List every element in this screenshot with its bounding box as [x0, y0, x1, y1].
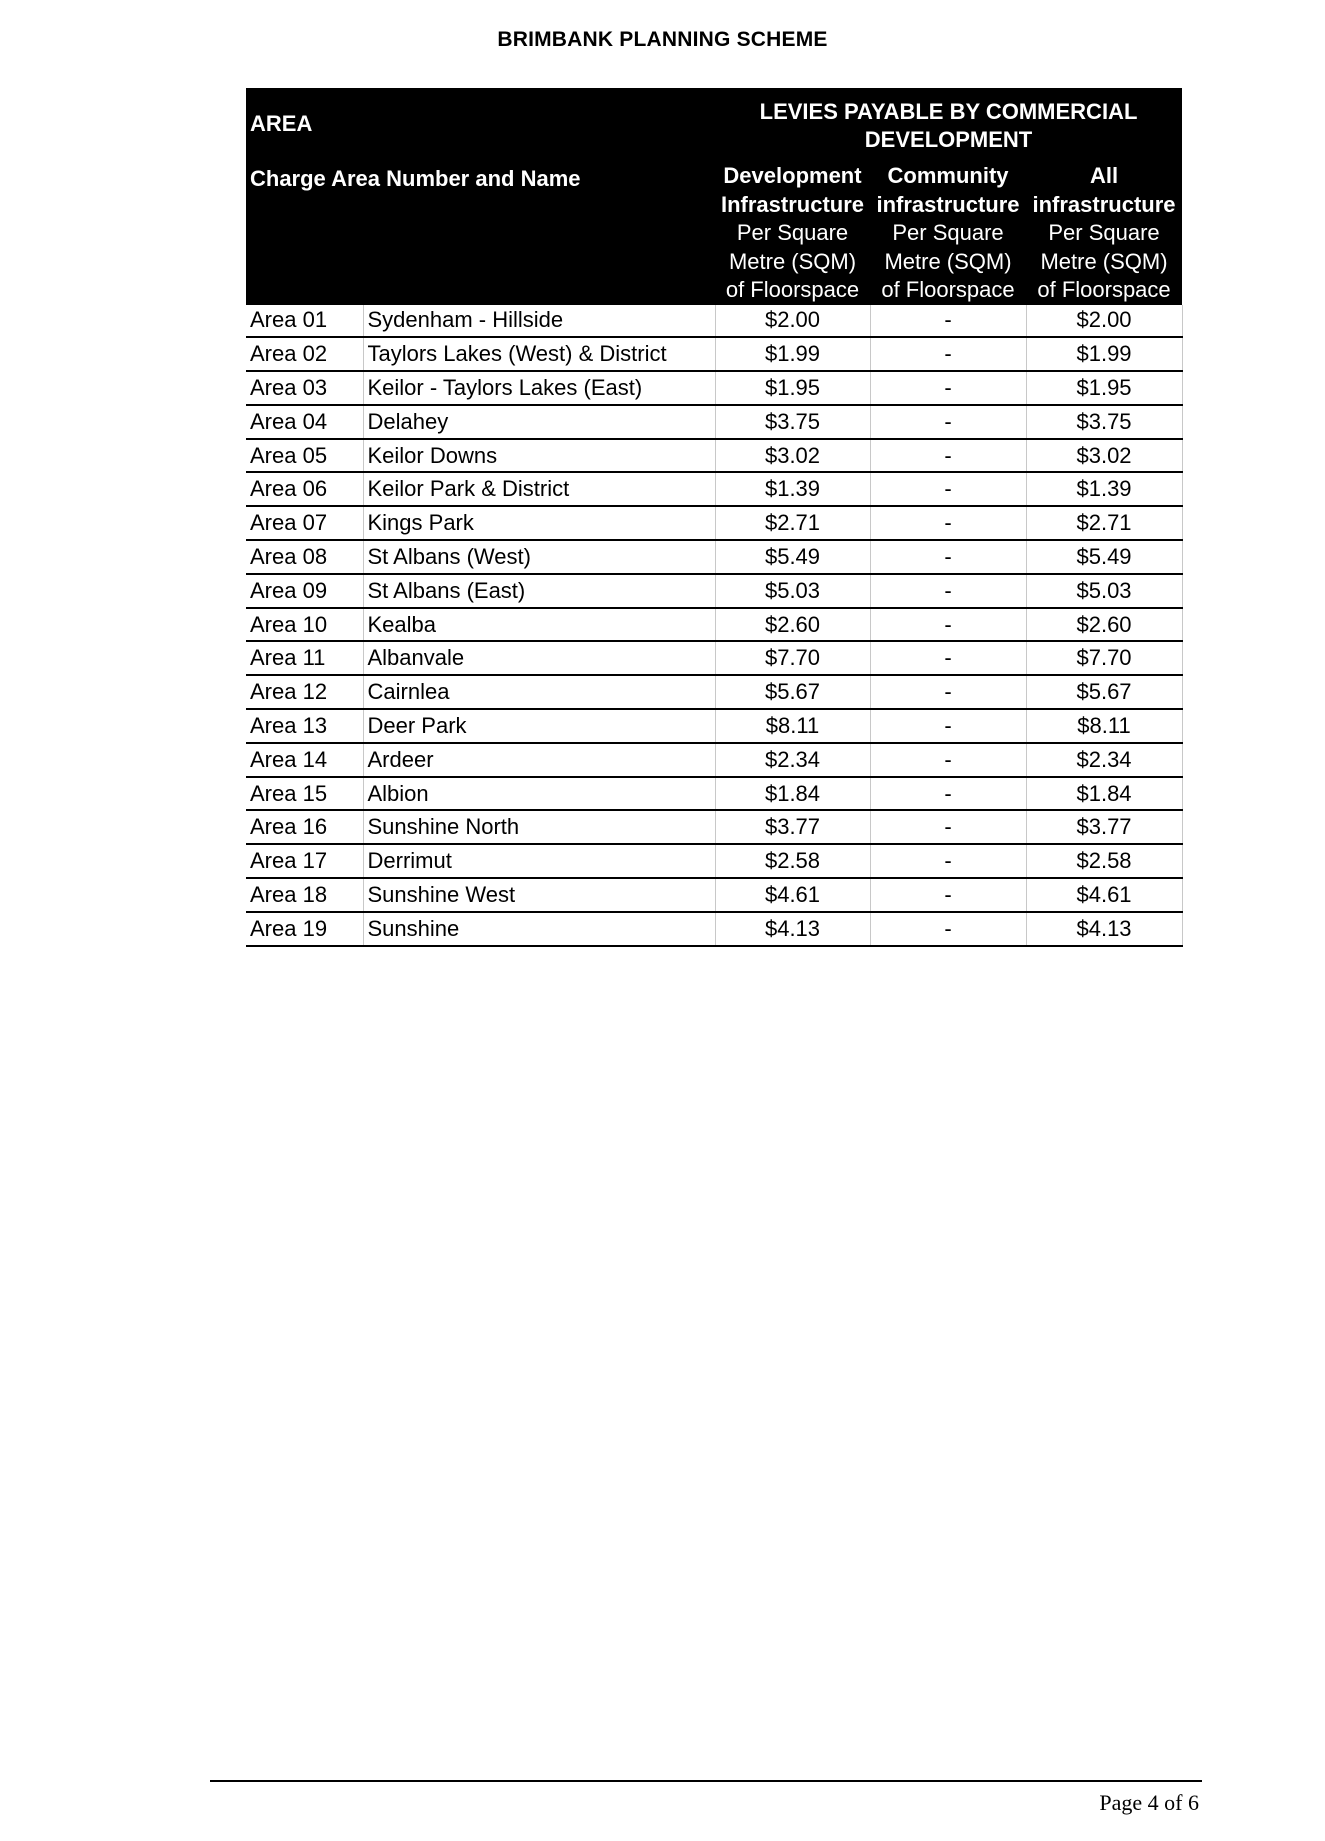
column-header-unit: of Floorspace — [725, 277, 860, 302]
community-levy-cell: - — [870, 472, 1026, 506]
table-row — [246, 371, 1182, 405]
all-infrastructure-levy-cell: $3.75 — [1026, 405, 1182, 439]
table-body — [246, 305, 1182, 946]
footer-divider — [210, 1780, 1202, 1782]
table-header-row-columns — [246, 160, 1182, 305]
area-name-cell: Sunshine North — [363, 810, 715, 844]
area-name-cell: Sunshine — [363, 912, 715, 946]
area-number-cell: Area 14 — [246, 743, 363, 777]
area-number-cell: Area 17 — [246, 844, 363, 878]
community-levy-cell: - — [870, 912, 1026, 946]
development-levy-cell: $2.00 — [715, 305, 870, 338]
area-name-cell: Albion — [363, 777, 715, 811]
page-number: Page 4 of 6 — [1099, 1790, 1199, 1815]
area-number-cell: Area 03 — [246, 371, 363, 405]
levy-table — [246, 88, 1183, 947]
community-levy-cell: - — [870, 878, 1026, 912]
development-levy-cell: $3.75 — [715, 405, 870, 439]
development-levy-cell: $1.84 — [715, 777, 870, 811]
column-header-title: All — [1089, 163, 1119, 188]
table-row — [246, 912, 1182, 946]
community-levy-cell: - — [870, 405, 1026, 439]
community-levy-cell: - — [870, 305, 1026, 338]
table-row — [246, 878, 1182, 912]
area-name-cell: Deer Park — [363, 709, 715, 743]
levies-header: LEVIES PAYABLE BY COMMERCIAL DEVELOPMENT — [715, 88, 1182, 160]
community-levy-cell: - — [870, 371, 1026, 405]
community-levy-cell: - — [870, 574, 1026, 608]
area-number-cell: Area 13 — [246, 709, 363, 743]
area-number-cell: Area 19 — [246, 912, 363, 946]
all-infrastructure-levy-cell: $5.67 — [1026, 675, 1182, 709]
column-header-unit: Metre (SQM) — [728, 248, 857, 274]
column-header-unit: Per Square — [1048, 220, 1160, 245]
column-header-title: Development — [723, 163, 862, 188]
table-row — [246, 675, 1182, 709]
table-row — [246, 709, 1182, 743]
table-row — [246, 506, 1182, 540]
all-infrastructure-levy-cell: $1.99 — [1026, 337, 1182, 371]
area-number-cell: Area 02 — [246, 337, 363, 371]
community-levy-cell: - — [870, 439, 1026, 473]
table-row — [246, 608, 1182, 642]
table-row — [246, 743, 1182, 777]
all-infrastructure-levy-cell: $4.13 — [1026, 912, 1182, 946]
table-row — [246, 641, 1182, 675]
community-levy-cell: - — [870, 675, 1026, 709]
table-row — [246, 540, 1182, 574]
all-infrastructure-levy-cell: $2.00 — [1026, 305, 1182, 338]
all-infrastructure-levy-cell: $2.60 — [1026, 608, 1182, 642]
table-header-row-top — [246, 88, 1182, 160]
all-infrastructure-levy-cell: $8.11 — [1026, 709, 1182, 743]
table-row — [246, 305, 1182, 338]
area-name-cell: Keilor - Taylors Lakes (East) — [363, 371, 715, 405]
all-infrastructure-levy-cell: $1.84 — [1026, 777, 1182, 811]
area-number-cell: Area 16 — [246, 810, 363, 844]
column-header-unit: of Floorspace — [881, 277, 1015, 302]
area-name-cell: Keilor Park & District — [363, 472, 715, 506]
development-levy-cell: $8.11 — [715, 709, 870, 743]
area-number-cell: Area 10 — [246, 608, 363, 642]
column-header-development — [715, 160, 870, 305]
all-infrastructure-levy-cell: $3.02 — [1026, 439, 1182, 473]
column-header-subtitle: infrastructure — [1032, 191, 1176, 217]
column-header-unit: Per Square — [892, 220, 1004, 245]
area-number-cell: Area 08 — [246, 540, 363, 574]
community-levy-cell: - — [870, 540, 1026, 574]
community-levy-cell: - — [870, 506, 1026, 540]
table-row — [246, 810, 1182, 844]
community-levy-cell: - — [870, 608, 1026, 642]
development-levy-cell: $5.03 — [715, 574, 870, 608]
development-levy-cell: $3.02 — [715, 439, 870, 473]
column-header-unit: Metre (SQM) — [1040, 248, 1168, 274]
all-infrastructure-levy-cell: $7.70 — [1026, 641, 1182, 675]
community-levy-cell: - — [870, 844, 1026, 878]
table-row — [246, 439, 1182, 473]
area-number-cell: Area 12 — [246, 675, 363, 709]
column-header-community — [870, 160, 1026, 305]
area-name-cell: Kings Park — [363, 506, 715, 540]
table-row — [246, 337, 1182, 371]
area-name-cell: Derrimut — [363, 844, 715, 878]
development-levy-cell: $1.99 — [715, 337, 870, 371]
charge-area-header: Charge Area Number and Name — [246, 160, 715, 305]
area-number-cell: Area 06 — [246, 472, 363, 506]
all-infrastructure-levy-cell: $1.95 — [1026, 371, 1182, 405]
development-levy-cell: $1.95 — [715, 371, 870, 405]
all-infrastructure-levy-cell: $2.34 — [1026, 743, 1182, 777]
development-levy-cell: $2.71 — [715, 506, 870, 540]
area-name-cell: Cairnlea — [363, 675, 715, 709]
column-header-subtitle: infrastructure — [876, 191, 1020, 217]
table-row — [246, 472, 1182, 506]
area-name-cell: St Albans (West) — [363, 540, 715, 574]
area-number-cell: Area 15 — [246, 777, 363, 811]
area-name-cell: Albanvale — [363, 641, 715, 675]
all-infrastructure-levy-cell: $3.77 — [1026, 810, 1182, 844]
area-name-cell: Sunshine West — [363, 878, 715, 912]
development-levy-cell: $5.49 — [715, 540, 870, 574]
all-infrastructure-levy-cell: $5.49 — [1026, 540, 1182, 574]
development-levy-cell: $4.13 — [715, 912, 870, 946]
area-number-cell: Area 04 — [246, 405, 363, 439]
area-number-cell: Area 11 — [246, 641, 363, 675]
development-levy-cell: $2.60 — [715, 608, 870, 642]
community-levy-cell: - — [870, 641, 1026, 675]
development-levy-cell: $1.39 — [715, 472, 870, 506]
all-infrastructure-levy-cell: $5.03 — [1026, 574, 1182, 608]
area-name-cell: Taylors Lakes (West) & District — [363, 337, 715, 371]
column-header-all — [1026, 160, 1182, 305]
area-name-cell: Keilor Downs — [363, 439, 715, 473]
community-levy-cell: - — [870, 810, 1026, 844]
community-levy-cell: - — [870, 337, 1026, 371]
area-header: AREA — [246, 88, 715, 160]
table-row — [246, 574, 1182, 608]
development-levy-cell: $2.34 — [715, 743, 870, 777]
table-row — [246, 405, 1182, 439]
table-row — [246, 844, 1182, 878]
development-levy-cell: $3.77 — [715, 810, 870, 844]
area-number-cell: Area 18 — [246, 878, 363, 912]
column-header-unit: Metre (SQM) — [884, 248, 1012, 274]
development-levy-cell: $4.61 — [715, 878, 870, 912]
area-name-cell: Ardeer — [363, 743, 715, 777]
all-infrastructure-levy-cell: $2.58 — [1026, 844, 1182, 878]
area-number-cell: Area 05 — [246, 439, 363, 473]
column-header-unit: Per Square — [736, 220, 849, 245]
table-row — [246, 777, 1182, 811]
all-infrastructure-levy-cell: $1.39 — [1026, 472, 1182, 506]
column-header-title: Community — [887, 163, 1009, 188]
area-number-cell: Area 09 — [246, 574, 363, 608]
community-levy-cell: - — [870, 709, 1026, 743]
area-name-cell: Sydenham - Hillside — [363, 305, 715, 338]
community-levy-cell: - — [870, 777, 1026, 811]
area-name-cell: Kealba — [363, 608, 715, 642]
area-name-cell: St Albans (East) — [363, 574, 715, 608]
area-number-cell: Area 07 — [246, 506, 363, 540]
all-infrastructure-levy-cell: $4.61 — [1026, 878, 1182, 912]
development-levy-cell: $2.58 — [715, 844, 870, 878]
column-header-subtitle: Infrastructure — [720, 191, 865, 217]
document-title: BRIMBANK PLANNING SCHEME — [497, 28, 828, 51]
column-header-unit: of Floorspace — [1037, 277, 1171, 302]
community-levy-cell: - — [870, 743, 1026, 777]
development-levy-cell: $7.70 — [715, 641, 870, 675]
development-levy-cell: $5.67 — [715, 675, 870, 709]
all-infrastructure-levy-cell: $2.71 — [1026, 506, 1182, 540]
area-number-cell: Area 01 — [246, 305, 363, 338]
area-name-cell: Delahey — [363, 405, 715, 439]
